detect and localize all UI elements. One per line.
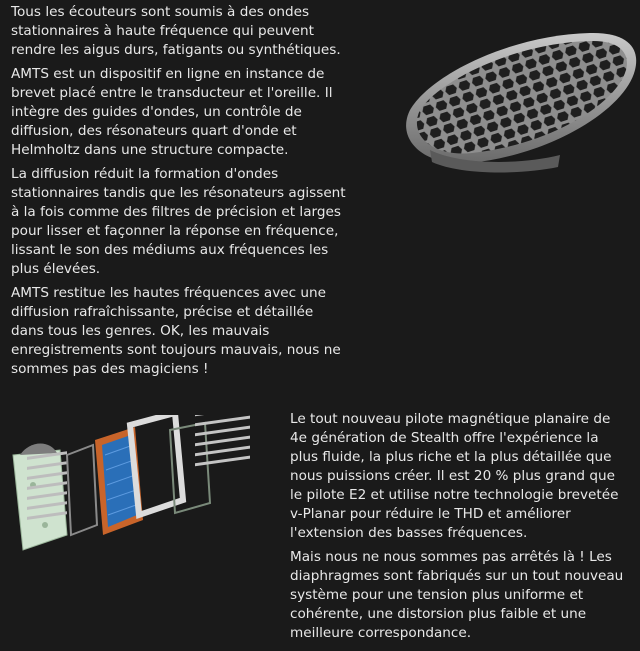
amts-honeycomb-mesh-icon <box>390 15 640 175</box>
paragraph-diaphragms: Mais nous ne nous sommes pas arrêtés là ! Les diaphragmes sont fabriqués sur un tout nouveau système pour une tension plus uniforme et cohérente, une distorsion plus faible et une meilleure correspondance. <box>290 549 624 641</box>
planar-driver-exploded-icon <box>5 415 275 565</box>
paragraph-diffusion: La diffusion réduit la formation d'ondes stationnaires tandis que les résonateurs agissent à la fois comme des filtres de précision et larges pour lisser et façonner la réponse en fréquence, lissant le son des médiums aux fréquences les plus élevées. <box>11 166 346 277</box>
paragraph-standing-waves: Tous les écouteurs sont soumis à des ondes stationnaires à haute fréquence qui peuvent rendre les aigus durs, fatigants ou synthétiques. <box>11 4 341 58</box>
paragraph-planar-driver: Le tout nouveau pilote magnétique planaire de 4e génération de Stealth offre l'expérience la plus fluide, la plus riche et la plus détaillée que nous puissions créer. Il est 20 % plus grand que le pilote E2 et utilise notre technologie brevetée v-Planar pour réduire le THD et améliorer l'extension des basses fréquences. <box>290 411 619 541</box>
paragraph-amts-result: AMTS restitue les hautes fréquences avec une diffusion rafraîchissante, précise et détaillée dans tous les genres. OK, les mauvais enregistrements sont toujours mauvais, nous ne sommes pas des magiciens ! <box>11 285 341 377</box>
paragraph-amts-device: AMTS est un dispositif en ligne en instance de brevet placé entre le transducteur et l'oreille. Il intègre des guides d'ondes, un contrôle de diffusion, des résonateurs quart d'onde et Helmholtz dans une structure compacte. <box>11 66 333 158</box>
